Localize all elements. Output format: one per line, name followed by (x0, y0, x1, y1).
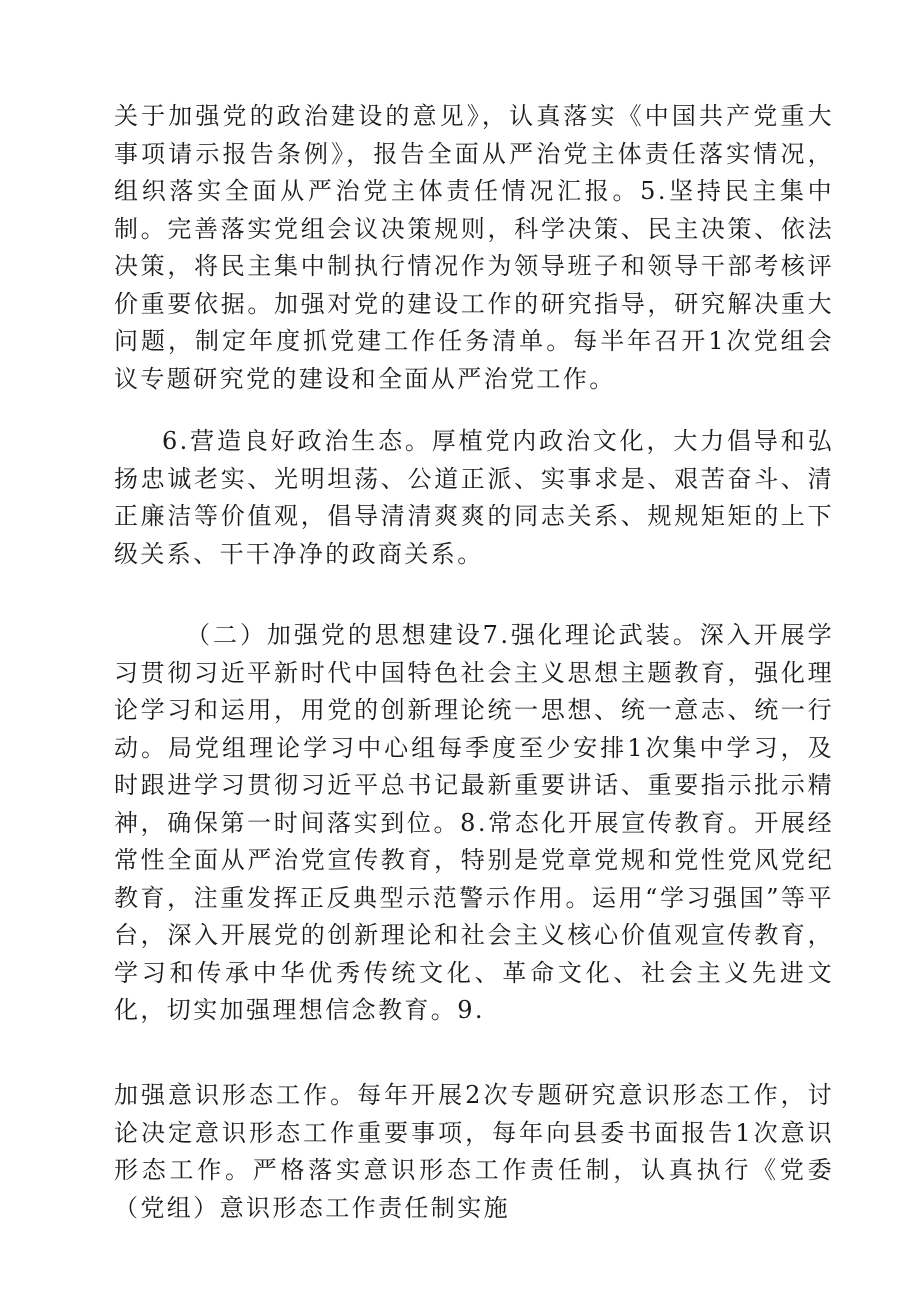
paragraph-ideology-work: 加强意识形态工作。每年开展2次专题研究意识形态工作，讨论决定意识形态工作重要事项，每年向县委书面报告1次意识形态工作。严格落实意识形态工作责任制，认真执行《党委（党组）意识形态工作责任制实施 (114, 1081, 834, 1222)
paragraph-political-building: 关于加强党的政治建设的意见》，认真落实《中国共产党重大事项请示报告条例》，报告全面从严治党主体责任落实情况，组织落实全面从严治党主体责任情况汇报。5.坚持民主集中制。完善落实党组会议决策规则，科学决策、民主决策、依法决策，将民主集中制执行情况作为领导班子和领导干部考核评价重要依据。加强对党的建设工作的研究指导，研究解决重大问题，制定年度抓党建工作任务清单。每半年召开1次党组会议专题研究党的建设和全面从严治党工作。 (114, 102, 834, 393)
paragraph-political-ecology: 6.营造良好政治生态。厚植党内政治文化，大力倡导和弘扬忠诚老实、光明坦荡、公道正派、实事求是、艰苦奋斗、清正廉洁等价值观，倡导清清爽爽的同志关系、规规矩矩的上下级关系、干干净净的政商关系。 (114, 427, 834, 568)
paragraph-ideological-building: （二）加强党的思想建设7.强化理论武装。深入开展学习贯彻习近平新时代中国特色社会主义思想主题教育，强化理论学习和运用，用党的创新理论统一思想、统一意志、统一行动。局党组理论学习中心组每季度至少安排1次集中学习，及时跟进学习贯彻习近平总书记最新重要讲话、重要指示批示精神，确保第一时间落实到位。8.常态化开展宣传教育。开展经常性全面从严治党宣传教育，特别是党章党规和党性党风党纪教育，注重发挥正反典型示范警示作用。运用“学习强国”等平台，深入开展党的创新理论和社会主义核心价值观宣传教育，学习和传承中华优秀传统文化、革命文化、社会主义先进文化，切实加强理想信念教育。9. (114, 621, 834, 1024)
